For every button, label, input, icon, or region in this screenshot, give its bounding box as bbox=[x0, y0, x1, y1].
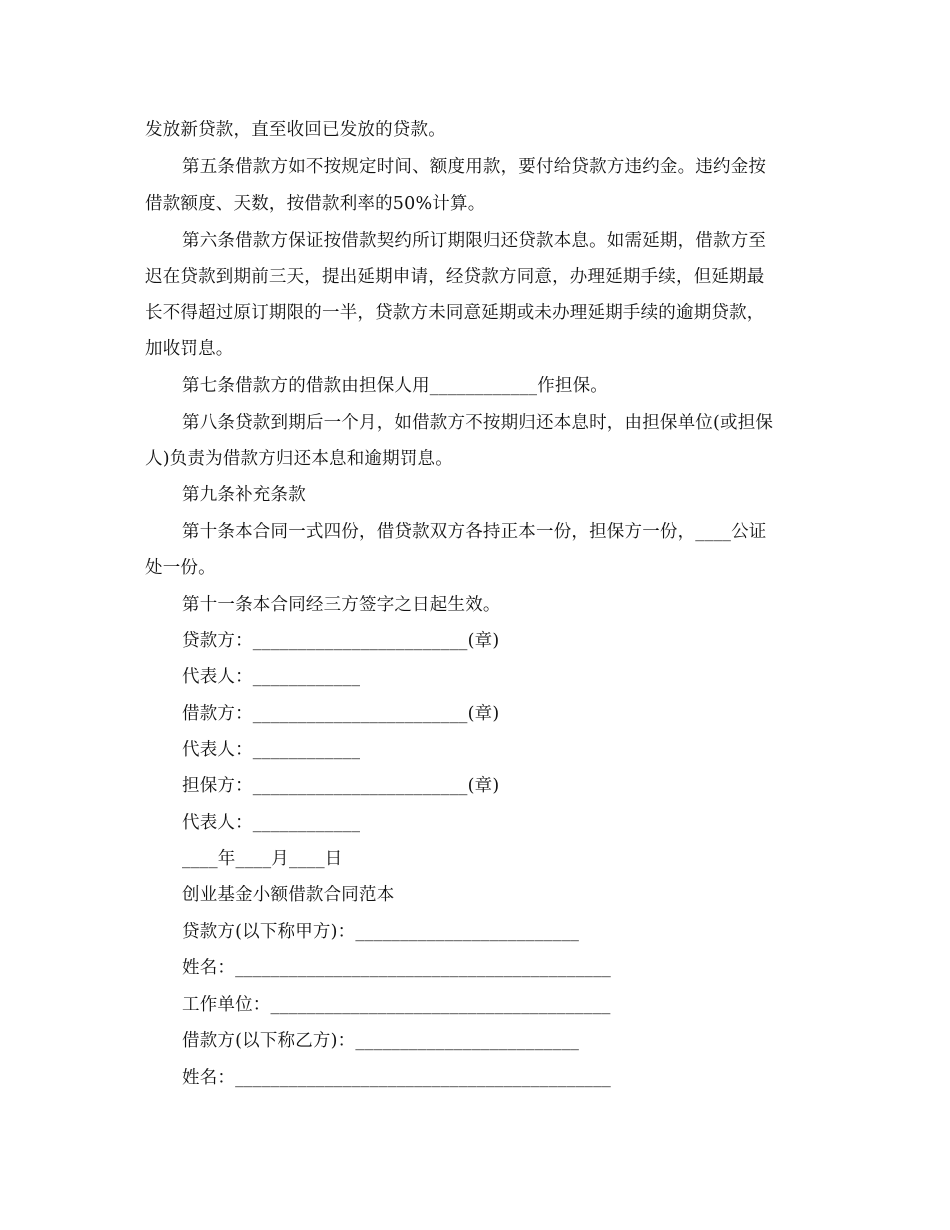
clause-8-line-1: 第八条贷款到期后一个月，如借款方不按期归还本息时，由担保单位(或担保 bbox=[182, 413, 774, 433]
clause-10-line-1: 第十条本合同一式四份，借贷款双方各持正本一份，担保方一份，____公证 bbox=[182, 522, 767, 542]
borrower-representative: 代表人：____________ bbox=[182, 740, 361, 760]
clause-5-line-1: 第五条借款方如不按规定时间、额度用款，要付给贷款方违约金。违约金按 bbox=[182, 157, 767, 177]
lender-signature: 贷款方：________________________(章) bbox=[182, 631, 500, 651]
clause-6-line-3: 长不得超过原订期限的一半，贷款方未同意延期或未办理延期手续的逾期贷款， bbox=[145, 303, 765, 323]
party-a-line: 贷款方(以下称甲方)：_________________________ bbox=[182, 922, 580, 942]
clause-10-line-2: 处一份。 bbox=[145, 558, 216, 578]
clause-7: 第七条借款方的借款由担保人用____________作担保。 bbox=[182, 376, 608, 396]
clause-9: 第九条补充条款 bbox=[182, 485, 306, 505]
clause-6-line-4: 加收罚息。 bbox=[145, 339, 234, 359]
party-a-employer: 工作单位：______________________________________ bbox=[182, 995, 611, 1015]
guarantor-signature: 担保方：________________________(章) bbox=[182, 776, 500, 796]
text-line: 发放新贷款，直至收回已发放的贷款。 bbox=[145, 120, 446, 140]
party-b-line: 借款方(以下称乙方)：_________________________ bbox=[182, 1031, 580, 1051]
party-b-name: 姓名：__________________________________________ bbox=[182, 1068, 611, 1088]
party-a-name: 姓名：__________________________________________ bbox=[182, 958, 611, 978]
borrower-signature: 借款方：________________________(章) bbox=[182, 704, 500, 724]
clause-6-line-1: 第六条借款方保证按借款契约所订期限归还贷款本息。如需延期，借款方至 bbox=[182, 231, 767, 251]
clause-5-line-2: 借款额度、天数，按借款利率的50%计算。 bbox=[145, 194, 486, 214]
section-title: 创业基金小额借款合同范本 bbox=[182, 885, 395, 905]
clause-11: 第十一条本合同经三方签字之日起生效。 bbox=[182, 595, 501, 615]
clause-8-line-2: 人)负责为借款方归还本息和逾期罚息。 bbox=[145, 449, 453, 469]
clause-6-line-2: 迟在贷款到期前三天，提出延期申请，经贷款方同意，办理延期手续，但延期最 bbox=[145, 267, 765, 287]
date-line: ____年____月____日 bbox=[182, 849, 343, 869]
guarantor-representative: 代表人：____________ bbox=[182, 813, 361, 833]
lender-representative: 代表人：____________ bbox=[182, 667, 361, 687]
